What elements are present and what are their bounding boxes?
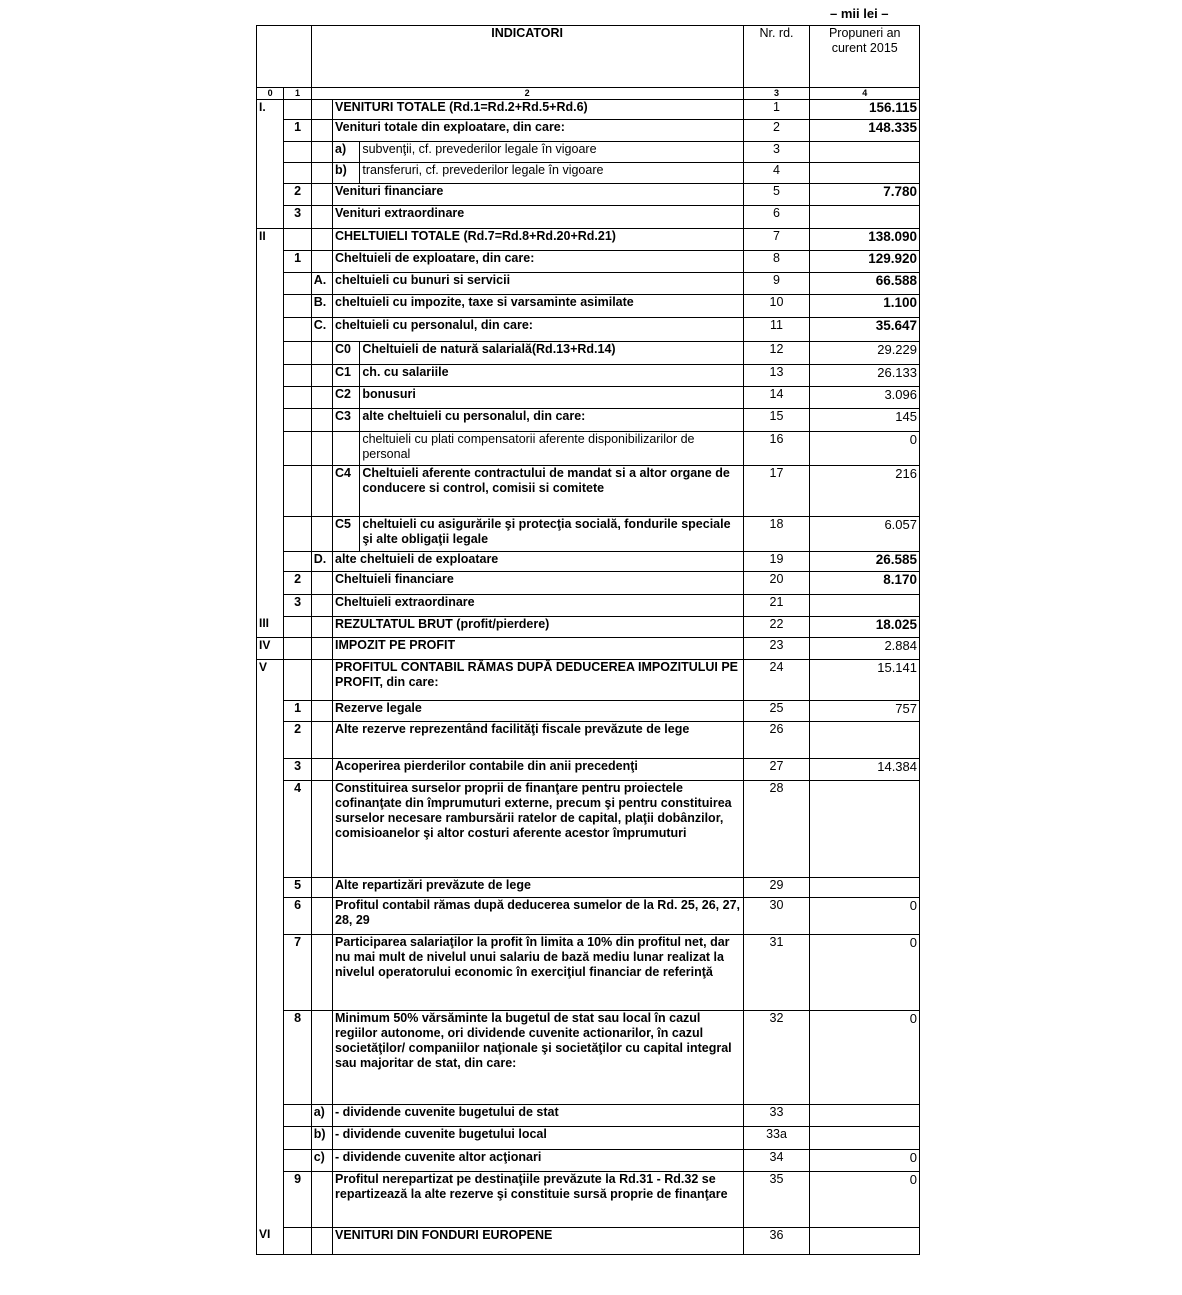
table-row (257, 934, 920, 1010)
row-nr-rd: 6 (743, 205, 810, 228)
row-roman: II (257, 228, 284, 250)
row-roman (257, 700, 284, 721)
row-roman (257, 272, 284, 294)
row-roman (257, 1104, 284, 1126)
row-text: cheltuieli cu asigurările şi protecţia socială, fondurile speciale şi alte obligaţii legale (360, 516, 743, 551)
row-roman (257, 250, 284, 272)
row-value: 18.025 (810, 616, 920, 637)
table-row (257, 99, 920, 119)
row-roman: III (257, 616, 284, 637)
row-letter (311, 205, 332, 228)
row-value: 129.920 (810, 250, 920, 272)
row-number (284, 1104, 311, 1126)
row-letter (311, 897, 332, 934)
row-letter: b) (311, 1126, 332, 1149)
row-text: Profitul contabil rămas după deducerea sumelor de la Rd. 25, 26, 27, 28, 29 (333, 897, 744, 934)
row-value (810, 141, 920, 162)
row-roman (257, 1010, 284, 1104)
table-row (257, 1010, 920, 1104)
row-text: ch. cu salariile (360, 364, 743, 386)
row-nr-rd: 13 (743, 364, 810, 386)
row-nr-rd: 10 (743, 294, 810, 317)
row-roman (257, 551, 284, 571)
header-blank (257, 26, 312, 88)
row-code: C5 (333, 516, 360, 551)
row-number (284, 616, 311, 637)
table-row (257, 205, 920, 228)
row-value (810, 162, 920, 183)
row-nr-rd: 8 (743, 250, 810, 272)
row-nr-rd: 35 (743, 1171, 810, 1227)
row-value: 26.585 (810, 551, 920, 571)
row-text: - dividende cuvenite altor acţionari (333, 1149, 744, 1171)
table-row (257, 1104, 920, 1126)
header-nr-rd: Nr. rd. (743, 26, 810, 88)
row-text: cheltuieli cu impozite, taxe si varsaminte asimilate (333, 294, 744, 317)
table-row (257, 141, 920, 162)
row-text: - dividende cuvenite bugetului de stat (333, 1104, 744, 1126)
row-text: CHELTUIELI TOTALE (Rd.7=Rd.8+Rd.20+Rd.21) (333, 228, 744, 250)
table-row (257, 431, 920, 465)
table-row (257, 341, 920, 364)
row-text: cheltuieli cu bunuri si servicii (333, 272, 744, 294)
row-value: 2.884 (810, 637, 920, 659)
row-text: transferuri, cf. prevederilor legale în vigoare (360, 162, 743, 183)
row-roman (257, 294, 284, 317)
row-letter: D. (311, 551, 332, 571)
row-number: 7 (284, 934, 311, 1010)
row-letter (311, 141, 332, 162)
row-roman (257, 386, 284, 408)
row-text: Rezerve legale (333, 700, 744, 721)
row-letter (311, 616, 332, 637)
row-number: 9 (284, 1171, 311, 1227)
row-number: 4 (284, 780, 311, 877)
row-nr-rd: 26 (743, 721, 810, 758)
row-number: 8 (284, 1010, 311, 1104)
table-row (257, 877, 920, 897)
row-text: VENITURI DIN FONDURI EUROPENE (333, 1227, 744, 1254)
row-roman (257, 594, 284, 616)
row-text: bonusuri (360, 386, 743, 408)
row-roman (257, 408, 284, 431)
row-roman: V (257, 659, 284, 700)
row-roman (257, 877, 284, 897)
table-row (257, 780, 920, 877)
row-roman (257, 205, 284, 228)
row-nr-rd: 36 (743, 1227, 810, 1254)
row-text: Venituri totale din exploatare, din care: (333, 119, 744, 141)
row-letter (311, 465, 332, 516)
table-row (257, 465, 920, 516)
table-row (257, 637, 920, 659)
table-row (257, 250, 920, 272)
row-number: 1 (284, 250, 311, 272)
row-roman (257, 465, 284, 516)
header-propuneri: Propuneri an curent 2015 (810, 26, 920, 88)
table-row (257, 551, 920, 571)
row-roman: I. (257, 99, 284, 119)
row-nr-rd: 32 (743, 1010, 810, 1104)
row-number (284, 162, 311, 183)
table-row (257, 594, 920, 616)
index-cell: 4 (810, 88, 920, 100)
row-letter (311, 877, 332, 897)
row-letter: B. (311, 294, 332, 317)
row-nr-rd: 27 (743, 758, 810, 780)
row-text: subvenţii, cf. prevederilor legale în vigoare (360, 141, 743, 162)
table-row (257, 616, 920, 637)
row-letter (311, 516, 332, 551)
row-letter (311, 431, 332, 465)
row-number (284, 637, 311, 659)
row-text: - dividende cuvenite bugetului local (333, 1126, 744, 1149)
row-value: 26.133 (810, 364, 920, 386)
row-letter (311, 408, 332, 431)
row-text: Cheltuieli aferente contractului de mandat si a altor organe de conducere si control, comisii si comitete (360, 465, 743, 516)
row-number (284, 341, 311, 364)
row-value: 15.141 (810, 659, 920, 700)
row-number (284, 1149, 311, 1171)
row-letter (311, 119, 332, 141)
row-code: a) (333, 141, 360, 162)
row-number: 3 (284, 594, 311, 616)
row-value: 156.115 (810, 99, 920, 119)
row-value: 0 (810, 1149, 920, 1171)
row-number (284, 364, 311, 386)
row-value: 1.100 (810, 294, 920, 317)
row-nr-rd: 20 (743, 571, 810, 594)
table-row (257, 721, 920, 758)
unit-label: – mii lei – (830, 6, 889, 21)
row-letter: A. (311, 272, 332, 294)
row-roman (257, 162, 284, 183)
row-letter (311, 637, 332, 659)
row-text: REZULTATUL BRUT (profit/pierdere) (333, 616, 744, 637)
row-value (810, 721, 920, 758)
row-number: 6 (284, 897, 311, 934)
row-letter (311, 183, 332, 205)
row-text: cheltuieli cu plati compensatorii aferente disponibilizarilor de personal (360, 431, 743, 465)
table-row (257, 408, 920, 431)
row-nr-rd: 30 (743, 897, 810, 934)
row-value: 0 (810, 1010, 920, 1104)
row-roman (257, 364, 284, 386)
row-nr-rd: 19 (743, 551, 810, 571)
table-row (257, 294, 920, 317)
row-letter: a) (311, 1104, 332, 1126)
row-value (810, 1126, 920, 1149)
row-letter (311, 1010, 332, 1104)
row-value (810, 594, 920, 616)
row-nr-rd: 23 (743, 637, 810, 659)
row-text: Acoperirea pierderilor contabile din anii precedenţi (333, 758, 744, 780)
row-nr-rd: 28 (743, 780, 810, 877)
row-value: 757 (810, 700, 920, 721)
row-text: Cheltuieli financiare (333, 571, 744, 594)
row-number (284, 516, 311, 551)
row-letter (311, 700, 332, 721)
row-roman (257, 141, 284, 162)
header-indicatori: INDICATORI (311, 26, 743, 88)
row-nr-rd: 7 (743, 228, 810, 250)
row-nr-rd: 34 (743, 1149, 810, 1171)
row-roman (257, 183, 284, 205)
row-roman: IV (257, 637, 284, 659)
row-value: 148.335 (810, 119, 920, 141)
row-nr-rd: 2 (743, 119, 810, 141)
row-letter: C. (311, 317, 332, 341)
table-row (257, 317, 920, 341)
row-text: Minimum 50% vărsăminte la bugetul de stat sau local în cazul regiilor autonome, ori dividende cuvenite actionarilor, în cazul societăţilor/ companiilor naţionale şi societăţilor cu capital integral sau majoritar de stat, din care: (333, 1010, 744, 1104)
row-nr-rd: 15 (743, 408, 810, 431)
row-code (333, 431, 360, 465)
row-nr-rd: 21 (743, 594, 810, 616)
row-number (284, 294, 311, 317)
row-number (284, 99, 311, 119)
row-roman (257, 758, 284, 780)
row-text: Constituirea surselor proprii de finanţare pentru proiectele cofinanţate din împrumuturi externe, precum şi pentru constituirea surselor necesare rambursării ratelor de capital, plaţii dobânzilor, comisioanelor şi altor costuri aferente acestor împrumuturi (333, 780, 744, 877)
row-number: 3 (284, 205, 311, 228)
row-text: Venituri financiare (333, 183, 744, 205)
table-row (257, 162, 920, 183)
row-code: C1 (333, 364, 360, 386)
index-cell: 0 (257, 88, 284, 100)
row-value: 29.229 (810, 341, 920, 364)
row-number (284, 228, 311, 250)
row-value: 8.170 (810, 571, 920, 594)
table-row (257, 1126, 920, 1149)
row-nr-rd: 33a (743, 1126, 810, 1149)
table-row (257, 1171, 920, 1227)
row-nr-rd: 11 (743, 317, 810, 341)
row-roman (257, 1126, 284, 1149)
row-value: 0 (810, 934, 920, 1010)
row-code: C4 (333, 465, 360, 516)
table-row (257, 700, 920, 721)
row-number (284, 1126, 311, 1149)
row-value: 138.090 (810, 228, 920, 250)
row-roman (257, 317, 284, 341)
table-row (257, 659, 920, 700)
row-nr-rd: 25 (743, 700, 810, 721)
row-number (284, 465, 311, 516)
row-number: 1 (284, 700, 311, 721)
row-roman (257, 897, 284, 934)
table-row (257, 1227, 920, 1254)
table-row (257, 897, 920, 934)
row-roman: VI (257, 1227, 284, 1254)
row-number (284, 659, 311, 700)
row-text: Cheltuieli extraordinare (333, 594, 744, 616)
row-value: 0 (810, 1171, 920, 1227)
row-code: C3 (333, 408, 360, 431)
row-value: 0 (810, 431, 920, 465)
table-row (257, 758, 920, 780)
row-nr-rd: 12 (743, 341, 810, 364)
row-roman (257, 780, 284, 877)
row-roman (257, 119, 284, 141)
row-letter (311, 386, 332, 408)
index-row (257, 88, 920, 100)
row-nr-rd: 1 (743, 99, 810, 119)
row-value (810, 205, 920, 228)
row-nr-rd: 31 (743, 934, 810, 1010)
table-row (257, 183, 920, 205)
row-text: Cheltuieli de exploatare, din care: (333, 250, 744, 272)
row-nr-rd: 5 (743, 183, 810, 205)
row-number (284, 431, 311, 465)
row-number: 3 (284, 758, 311, 780)
index-cell: 3 (743, 88, 810, 100)
index-cell: 2 (311, 88, 743, 100)
row-number (284, 1227, 311, 1254)
table-row (257, 119, 920, 141)
row-number: 2 (284, 571, 311, 594)
row-letter (311, 758, 332, 780)
row-letter (311, 1227, 332, 1254)
row-value: 14.384 (810, 758, 920, 780)
row-value: 0 (810, 897, 920, 934)
row-code: C0 (333, 341, 360, 364)
table-row (257, 364, 920, 386)
row-nr-rd: 29 (743, 877, 810, 897)
header-row (257, 26, 920, 88)
row-text: alte cheltuieli cu personalul, din care: (360, 408, 743, 431)
row-letter (311, 364, 332, 386)
row-letter (311, 99, 332, 119)
row-letter (311, 934, 332, 1010)
row-value: 66.588 (810, 272, 920, 294)
row-value (810, 1104, 920, 1126)
row-value: 145 (810, 408, 920, 431)
row-number (284, 141, 311, 162)
row-nr-rd: 24 (743, 659, 810, 700)
row-nr-rd: 3 (743, 141, 810, 162)
row-value: 3.096 (810, 386, 920, 408)
row-value: 35.647 (810, 317, 920, 341)
row-value (810, 780, 920, 877)
row-text: VENITURI TOTALE (Rd.1=Rd.2+Rd.5+Rd.6) (333, 99, 744, 119)
row-number (284, 317, 311, 341)
row-value: 7.780 (810, 183, 920, 205)
row-number: 1 (284, 119, 311, 141)
row-nr-rd: 9 (743, 272, 810, 294)
row-number (284, 272, 311, 294)
table-row (257, 228, 920, 250)
row-text: alte cheltuieli de exploatare (333, 551, 744, 571)
row-letter: c) (311, 1149, 332, 1171)
row-text: Alte repartizări prevăzute de lege (333, 877, 744, 897)
row-number: 2 (284, 183, 311, 205)
row-letter (311, 341, 332, 364)
row-number (284, 408, 311, 431)
table-row (257, 386, 920, 408)
table-row (257, 571, 920, 594)
row-letter (311, 780, 332, 877)
row-value (810, 877, 920, 897)
row-number (284, 386, 311, 408)
row-roman (257, 721, 284, 758)
row-roman (257, 934, 284, 1010)
row-code: C2 (333, 386, 360, 408)
row-roman (257, 516, 284, 551)
table-row (257, 516, 920, 551)
budget-table (256, 25, 920, 1255)
row-letter (311, 162, 332, 183)
row-letter (311, 659, 332, 700)
row-nr-rd: 14 (743, 386, 810, 408)
table-row (257, 1149, 920, 1171)
row-text: PROFITUL CONTABIL RĂMAS DUPĂ DEDUCEREA IMPOZITULUI PE PROFIT, din care: (333, 659, 744, 700)
row-text: Participarea salariaţilor la profit în limita a 10% din profitul net, dar nu mai mult de nivelul unui salariu de bază mediu lunar realizat la nivelul operatorului economic în exerciţiul financiar de referinţă (333, 934, 744, 1010)
row-roman (257, 1171, 284, 1227)
row-text: Venituri extraordinare (333, 205, 744, 228)
row-roman (257, 341, 284, 364)
row-value (810, 1227, 920, 1254)
row-number: 2 (284, 721, 311, 758)
table-row (257, 272, 920, 294)
row-code: b) (333, 162, 360, 183)
row-roman (257, 571, 284, 594)
row-letter (311, 571, 332, 594)
row-text: cheltuieli cu personalul, din care: (333, 317, 744, 341)
row-number: 5 (284, 877, 311, 897)
row-value: 216 (810, 465, 920, 516)
row-nr-rd: 16 (743, 431, 810, 465)
row-nr-rd: 17 (743, 465, 810, 516)
row-letter (311, 1171, 332, 1227)
row-nr-rd: 4 (743, 162, 810, 183)
row-letter (311, 228, 332, 250)
row-value: 6.057 (810, 516, 920, 551)
row-roman (257, 1149, 284, 1171)
row-text: Profitul nerepartizat pe destinaţiile prevăzute la Rd.31 - Rd.32 se repartizează la alte rezerve şi constituie sursă proprie de finanţare (333, 1171, 744, 1227)
row-text: Alte rezerve reprezentând facilităţi fiscale prevăzute de lege (333, 721, 744, 758)
row-nr-rd: 22 (743, 616, 810, 637)
row-nr-rd: 18 (743, 516, 810, 551)
index-cell: 1 (284, 88, 311, 100)
row-nr-rd: 33 (743, 1104, 810, 1126)
row-roman (257, 431, 284, 465)
row-letter (311, 594, 332, 616)
row-number (284, 551, 311, 571)
row-text: IMPOZIT PE PROFIT (333, 637, 744, 659)
row-letter (311, 250, 332, 272)
row-text: Cheltuieli de natură salarială(Rd.13+Rd.14) (360, 341, 743, 364)
row-letter (311, 721, 332, 758)
